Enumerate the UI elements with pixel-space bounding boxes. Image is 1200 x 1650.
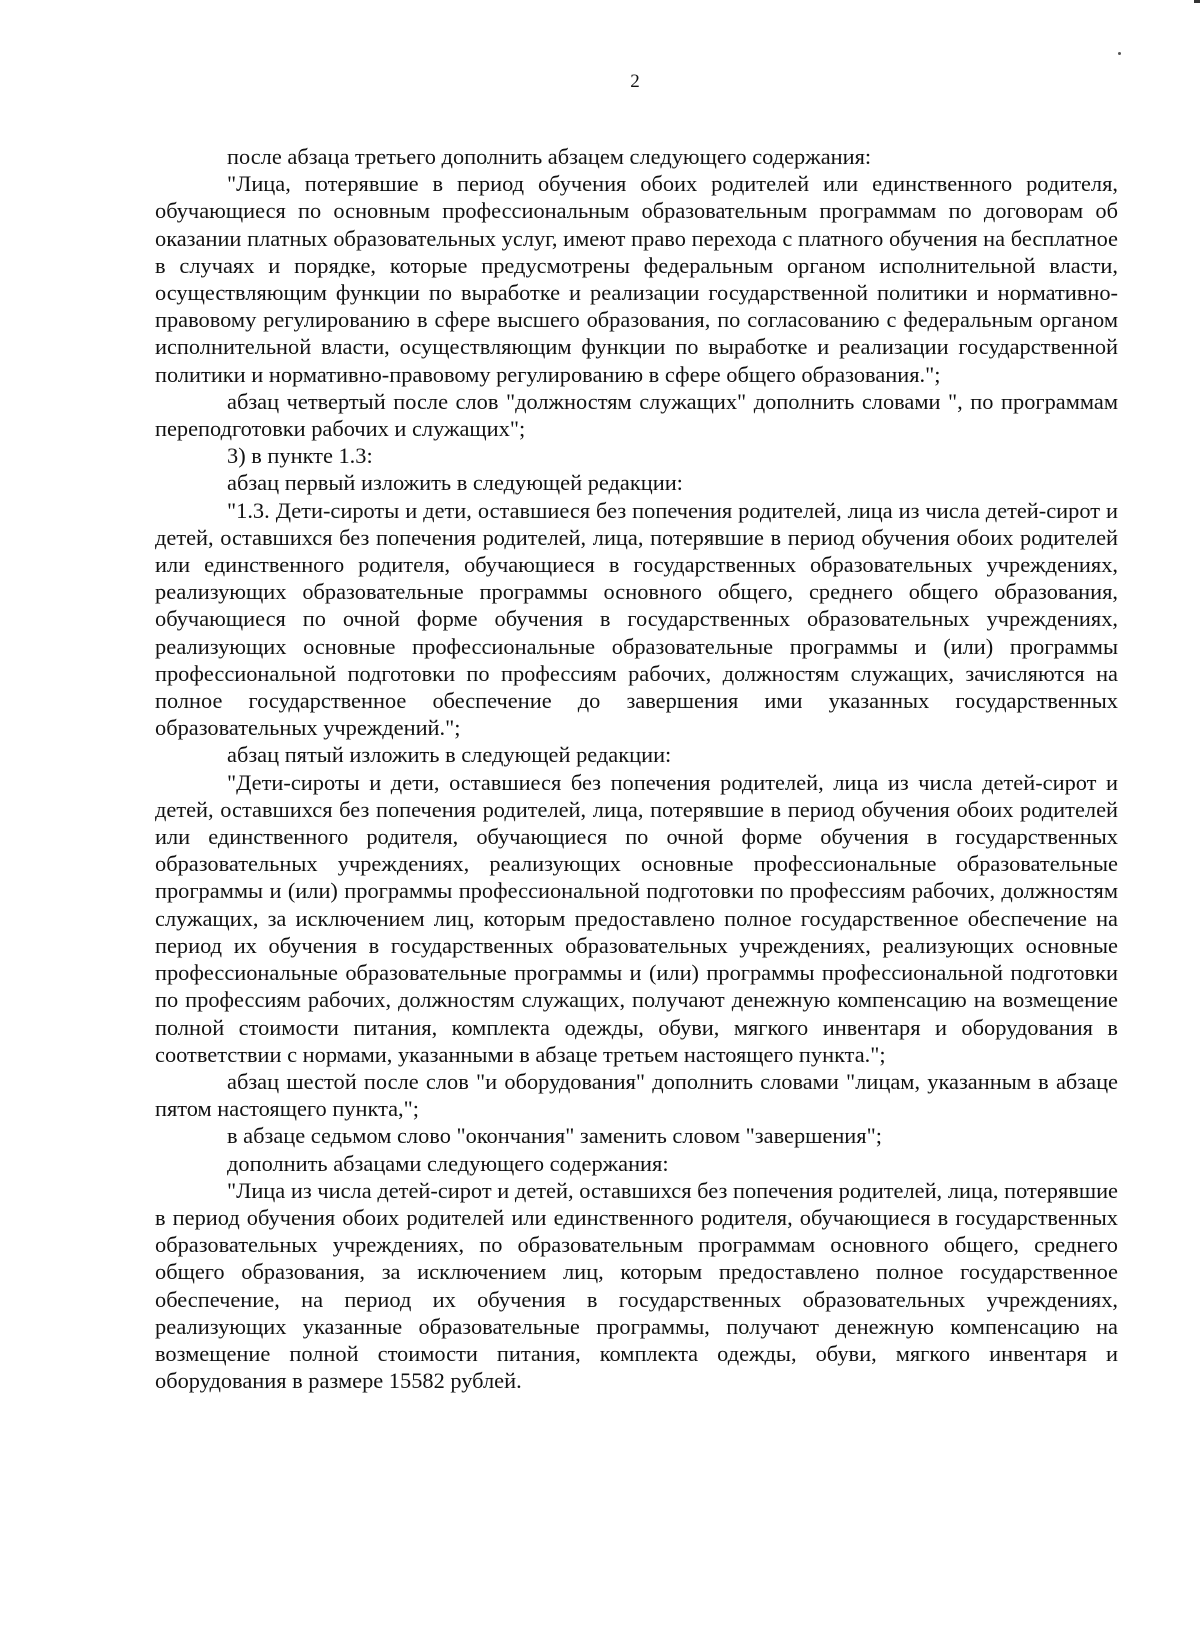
paragraph: "1.3. Дети-сироты и дети, оставшиеся без попечения родителей, лица из числа детей-сирот и детей, оставшихся без попечения родителей, лица, потерявшие в период обучения обоих родителей или единственного родителя, обучающиеся в государственных образовательных учреждениях, реализующих образовательные программы основного общего, среднего общего образования, обучающиеся по очной форме обучения в государственных образовательных учреждениях, реализующих основные профессиональные образовательные программы и (или) программы профессиональной подготовки по профессиям рабочих, должностям служащих, зачисляются на полное государственное обеспечение до завершения ими указанных государственных образовательных учреждений."; <box>155 497 1118 741</box>
paragraph: "Лица из числа детей-сирот и детей, оставшихся без попечения родителей, лица, потерявшие в период обучения обоих родителей или единственного родителя, обучающиеся в государственных образовательных учреждениях, по образовательным программам основного общего, среднего общего образования, за исключением лиц, которым предоставлено полное государственное обеспечение, на период их обучения в государственных образовательных учреждениях, реализующих указанные образовательные программы, получают денежную компенсацию на возмещение полной стоимости питания, комплекта одежды, обуви, мягкого инвентаря и оборудования в размере 15582 рублей. <box>155 1177 1118 1394</box>
scan-speck <box>1118 52 1121 55</box>
paragraph: 3) в пункте 1.3: <box>227 443 373 469</box>
document-body <box>155 143 1118 1394</box>
paragraph: абзац шестой после слов "и оборудования" дополнить словами "лицам, указанным в абзаце пятом настоящего пункта,"; <box>155 1068 1118 1122</box>
scan-corner-mark <box>1194 0 1200 3</box>
paragraph: в абзаце седьмом слово "окончания" заменить словом "завершения"; <box>227 1123 882 1149</box>
page-number: 2 <box>630 71 640 92</box>
paragraph: "Дети-сироты и дети, оставшиеся без попечения родителей, лица из числа детей-сирот и детей, оставшихся без попечения родителей, лица, потерявшие в период обучения обоих родителей или единственного родителя, обучающиеся по очной форме обучения в государственных образовательных учреждениях, реализующих основные профессиональные образовательные программы и (или) программы профессиональной подготовки по профессиям рабочих, должностям служащих, за исключением лиц, которым предоставлено полное государственное обеспечение на период их обучения в государственных образовательных учреждениях, реализующих основные профессиональные образовательные программы и (или) программы профессиональной подготовки по профессиям рабочих, должностям служащих, получают денежную компенсацию на возмещение полной стоимости питания, комплекта одежды, обуви, мягкого инвентаря и оборудования в соответствии с нормами, указанными в абзаце третьем настоящего пункта."; <box>155 769 1118 1067</box>
paragraph: дополнить абзацами следующего содержания: <box>227 1150 669 1176</box>
paragraph: "Лица, потерявшие в период обучения обоих родителей или единственного родителя, обучающиеся по основным профессиональным образовательным программам по договорам об оказании платных образовательных услуг, имеют право перехода с платного обучения на бесплатное в случаях и порядке, которые предусмотрены федеральным органом исполнительной власти, осуществляющим функции по выработке и реализации государственной политики и нормативно-правовому регулированию в сфере высшего образования, по согласованию с федеральным органом исполнительной власти, осуществляющим функции по выработке и реализации государственной политики и нормативно-правовому регулированию в сфере общего образования."; <box>155 171 1118 387</box>
paragraph: абзац первый изложить в следующей редакции: <box>227 470 683 496</box>
paragraph: абзац пятый изложить в следующей редакции: <box>227 742 672 768</box>
paragraph: абзац четвертый после слов "должностям служащих" дополнить словами ", по программам переподготовки рабочих и служащих"; <box>155 388 1118 442</box>
paragraph: после абзаца третьего дополнить абзацем следующего содержания: <box>227 144 872 169</box>
